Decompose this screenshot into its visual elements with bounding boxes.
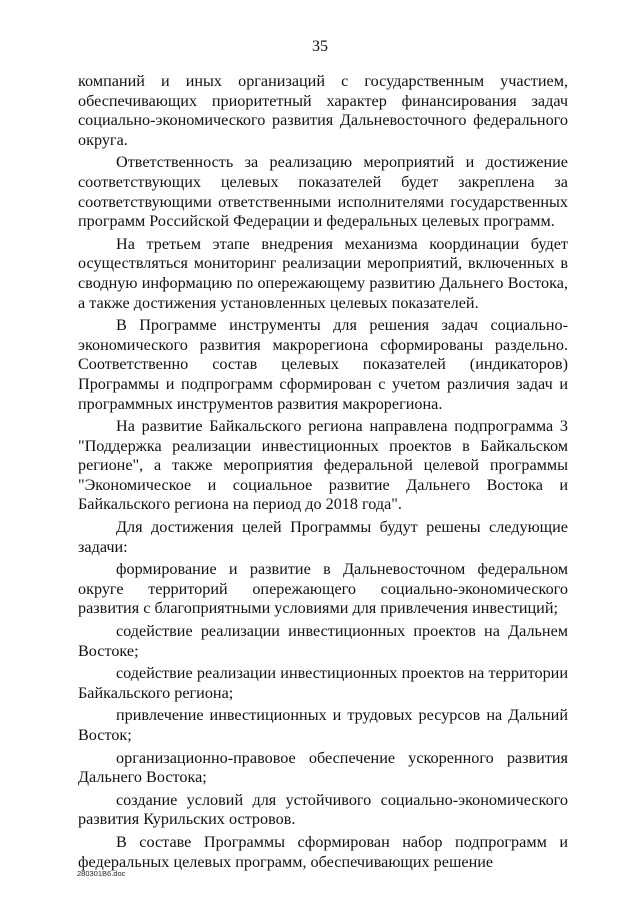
- list-item: содействие реализации инвестиционных проектов на территории Байкальского региона;: [78, 664, 568, 702]
- paragraph: компаний и иных организаций с государственным участием, обеспечивающих приоритетный характер финансирования задач социально-экономического развития Дальневосточного федерального округа.: [78, 72, 568, 149]
- list-item: формирование и развитие в Дальневосточном федеральном округе территорий опережающего социально-экономического развития с благоприятными условиями для привлечения инвестиций;: [78, 560, 568, 618]
- list-item: создание условий для устойчивого социально-экономического развития Курильских островов.: [78, 790, 568, 829]
- document-body: [78, 72, 568, 875]
- list-item: организационно-правовое обеспечение ускоренного развития Дальнего Востока;: [78, 748, 568, 787]
- paragraph: Ответственность за реализацию мероприятий и достижение соответствующих целевых показателей будет закреплена за соответствующими ответственными исполнителями государственных программ Российской Федерации и федеральных целевых программ.: [78, 153, 568, 231]
- paragraph: Для достижения целей Программы будут решены следующие задачи:: [78, 518, 568, 556]
- page-number: 35: [312, 38, 328, 55]
- footer-filename: 280301B6.doc: [77, 869, 126, 878]
- paragraph: В составе Программы сформирован набор подпрограмм и федеральных целевых программ, обеспечивающих решение: [78, 832, 568, 871]
- paragraph: На третьем этапе внедрения механизма координации будет осуществляться мониторинг реализации мероприятий, включенных в сводную информацию по опережающему развитию Дальнего Востока, а также достижения установленных целевых показателей.: [78, 234, 568, 312]
- list-item: привлечение инвестиционных и трудовых ресурсов на Дальний Восток;: [78, 706, 568, 744]
- paragraph: В Программе инструменты для решения задач социально-экономического развития макрорегиона сформированы раздельно. Соответственно состав целевых показателей (индикаторов) Программы и подпрограмм сформирован с учетом различия задач и программных инструментов развития макрорегиона.: [78, 316, 568, 413]
- paragraph: На развитие Байкальского региона направлена подпрограмма 3 "Поддержка реализации инвестиционных проектов в Байкальском регионе", а также мероприятия федеральной целевой программы "Экономическое и социальное развитие Дальнего Востока и Байкальского региона на период до 2018 года".: [78, 417, 568, 514]
- list-item: содействие реализации инвестиционных проектов на Дальнем Востоке;: [78, 622, 568, 660]
